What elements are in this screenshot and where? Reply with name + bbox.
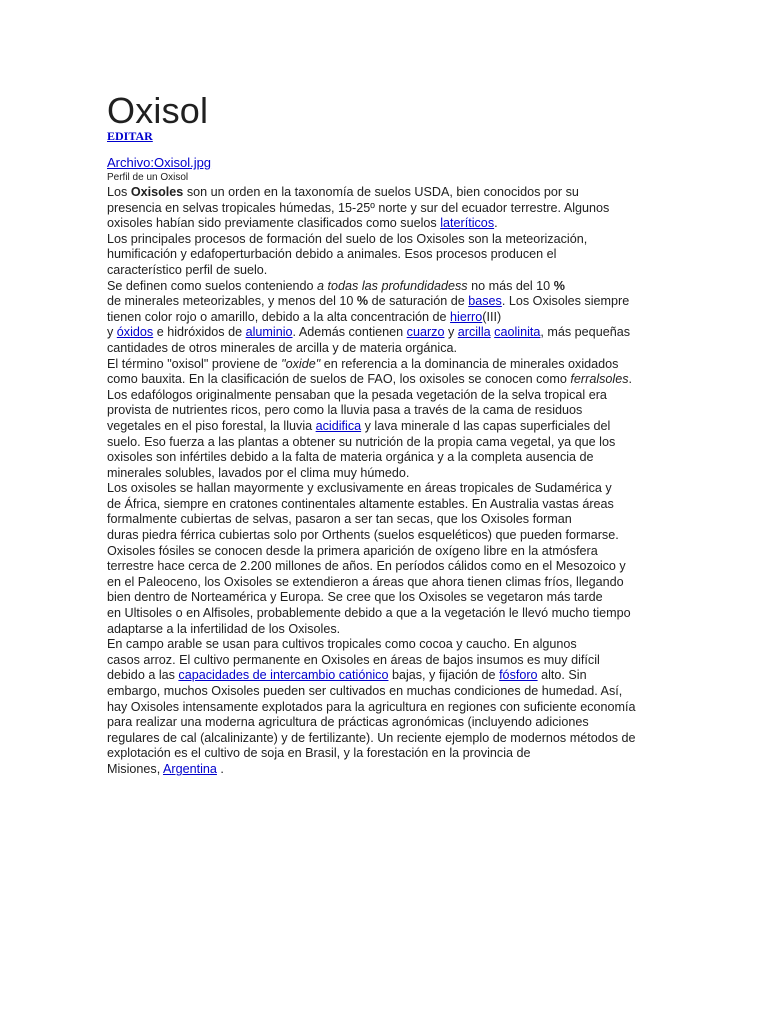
text-span: cantidades de otros minerales de arcilla y de materia orgánica. <box>107 340 458 355</box>
text-line <box>107 403 667 419</box>
text-span: minerales solubles, lavados por el clima muy húmedo. <box>107 465 410 480</box>
text-line <box>107 481 667 497</box>
text-line <box>107 232 667 248</box>
text-span: en el Paleoceno, los Oxisoles se extendieron a áreas que ahora tienen climas fríos, llegando <box>107 574 624 589</box>
text-line <box>107 637 667 653</box>
text-span: . <box>216 761 224 776</box>
text-span: vegetales en el piso forestal, la lluvia <box>107 418 316 433</box>
text-span: Misiones, <box>107 761 163 776</box>
text-line <box>107 185 667 201</box>
text-span: Se definen como suelos conteniendo <box>107 278 318 293</box>
text-line <box>107 435 667 451</box>
text-line <box>107 325 667 341</box>
text-span: , más pequeñas <box>540 325 631 340</box>
text-span: provista de nutrientes ricos, pero como la lluvia pasa a través de la cama de residuos <box>107 403 583 418</box>
text-span: duras piedra férrica cubiertas solo por Orthents (suelos esqueléticos) que pueden formarse. <box>107 528 619 543</box>
text-line <box>107 310 667 326</box>
text-line <box>107 653 667 669</box>
text-line <box>107 419 667 435</box>
text-span: en referencia a la dominancia de minerales oxidados <box>320 356 619 371</box>
text-span: Los principales procesos de formación del suelo de los Oxisoles son la meteorización, <box>107 231 588 246</box>
inline-link[interactable]: capacidades de intercambio catiónico <box>178 668 389 683</box>
text-span: e hidróxidos de <box>153 325 246 340</box>
text-span: tienen color rojo o amarillo, debido a la alta concentración de <box>107 309 451 324</box>
bold-text: % <box>553 278 565 293</box>
text-span: de saturación de <box>368 294 469 309</box>
text-line <box>107 575 667 591</box>
text-line <box>107 544 667 560</box>
text-span: en Ultisoles o en Alfisoles, probablemente debido a que a la vegetación le llevó mucho tiempo <box>107 606 631 621</box>
text-span: Los <box>107 185 131 199</box>
inline-link[interactable]: lateríticos <box>440 216 495 231</box>
text-span: Los oxisoles se hallan mayormente y exclusivamente en áreas tropicales de Sudamérica y <box>107 481 612 496</box>
text-line <box>107 279 667 295</box>
text-line <box>107 700 667 716</box>
text-span: casos arroz. El cultivo permanente en Oxisoles en áreas de bajos insumos es muy difícil <box>107 652 600 667</box>
text-span: hay Oxisoles intensamente explotados para la agricultura en regiones con suficiente economía <box>107 699 636 714</box>
inline-link[interactable]: aluminio <box>245 325 293 340</box>
text-span: regulares de cal (alcalinizante) y de fertilizante). Un reciente ejemplo de modernos métodos de <box>107 730 636 745</box>
bold-text: % <box>356 294 369 309</box>
text-line <box>107 590 667 606</box>
text-line <box>107 247 667 263</box>
page-title: Oxisol <box>107 90 209 131</box>
text-span: de minerales meteorizables, y menos del 10 <box>107 294 357 309</box>
text-line <box>107 294 667 310</box>
text-line <box>107 372 667 388</box>
bold-text: Oxisoles <box>130 185 184 199</box>
text-line <box>107 466 667 482</box>
text-line <box>107 528 667 544</box>
text-span: embargo, muchos Oxisoles pueden ser cultivados en muchas condiciones de humedad. Así, <box>107 684 623 698</box>
text-span: no más del 10 <box>467 278 554 293</box>
image-file-link[interactable]: Archivo:Oxisol.jpg <box>107 155 212 170</box>
text-line <box>107 497 667 513</box>
edit-link[interactable]: EDITAR <box>107 129 153 143</box>
inline-link[interactable]: óxidos <box>116 325 154 340</box>
image-caption: Perfil de un Oxisol <box>107 172 189 183</box>
text-span: El término "oxisol" proviene de <box>107 356 282 371</box>
text-span: y lava minerale d las capas superficiales del <box>361 418 611 433</box>
text-span: bajas, y fijación de <box>388 668 500 683</box>
text-line <box>107 216 667 232</box>
text-span: presencia en selvas tropicales húmedas, 15-25º norte y sur del ecuador terrestre. Algunos <box>107 200 610 215</box>
text-span: . <box>628 372 633 387</box>
text-span: explotación es el cultivo de soja en Brasil, y la forestación en la provincia de <box>107 746 531 761</box>
text-span: formalmente cubiertas de selvas, pasaron a ser tan secas, que los Oxisoles forman <box>107 512 572 527</box>
article-content <box>107 90 667 778</box>
text-span: Los edafólogos originalmente pensaban que la pesada vegetación de la selva tropical era <box>107 387 607 402</box>
text-span: adaptarse a la infertilidad de los Oxisoles. <box>107 621 341 636</box>
text-span: son un orden en la taxonomía de suelos USDA, bien conocidos por su <box>183 185 579 199</box>
text-line <box>107 668 667 684</box>
inline-link[interactable]: caolinita <box>494 325 541 340</box>
text-span: humificación y edafoperturbación debido a animales. Esos procesos producen el <box>107 247 557 262</box>
text-span: alto. Sin <box>537 668 587 683</box>
text-span: terrestre hace cerca de 2.200 millones de años. En períodos cálidos como en el Mesozoico y <box>107 559 626 574</box>
text-line <box>107 357 667 373</box>
text-line <box>107 388 667 404</box>
text-span: oxisoles son infértiles debido a la falta de materia orgánica y a la completa ausencia de <box>107 450 594 465</box>
text-span: . <box>494 216 498 231</box>
text-span: como bauxita. En la clasificación de suelos de FAO, los oxisoles se conocen como <box>107 372 571 387</box>
inline-link[interactable]: Argentina <box>163 761 217 776</box>
text-span: bien dentro de Norteamérica y Europa. Se cree que los Oxisoles se vegetaron más tarde <box>107 590 603 605</box>
text-span: suelo. Eso fuerza a las plantas a obtener su nutrición de la propia cama vegetal, ya que los <box>107 434 616 449</box>
text-line <box>107 684 667 700</box>
text-span: característico perfil de suelo. <box>107 262 268 277</box>
text-span: oxisoles habían sido previamente clasificados como suelos <box>107 216 441 231</box>
text-line <box>107 715 667 731</box>
text-span: En campo arable se usan para cultivos tropicales como cocoa y caucho. En algunos <box>107 637 577 652</box>
text-line <box>107 201 667 217</box>
text-span: (III) <box>482 309 502 324</box>
text-line <box>107 512 667 528</box>
text-span: debido a las <box>107 668 179 683</box>
text-span: y <box>444 325 458 340</box>
italic-text: ferralsoles <box>570 372 629 387</box>
text-span: de África, siempre en cratones continentales altamente estables. En Australia vastas áreas <box>107 496 614 511</box>
text-span: Oxisoles fósiles se conocen desde la primera aparición de oxígeno libre en la atmósfera <box>107 543 598 558</box>
text-line <box>107 559 667 575</box>
inline-link[interactable]: bases <box>468 294 502 309</box>
text-span: para realizar una moderna agricultura de prácticas agronómicas (incluyendo adiciones <box>107 715 589 730</box>
text-line <box>107 450 667 466</box>
text-line <box>107 606 667 622</box>
text-span: . Además contienen <box>292 325 407 340</box>
text-line <box>107 341 667 357</box>
text-line <box>107 746 667 762</box>
inline-link[interactable]: cuarzo <box>406 325 445 340</box>
text-line <box>107 622 667 638</box>
text-span: y <box>107 325 117 340</box>
article-body <box>107 185 667 778</box>
inline-link[interactable]: acidifica <box>315 418 362 433</box>
text-line <box>107 731 667 747</box>
text-line <box>107 762 667 778</box>
text-span: . Los Oxisoles siempre <box>501 294 630 309</box>
text-line <box>107 263 667 279</box>
italic-text: "oxide" <box>281 356 321 371</box>
italic-text: a todas las profundidadess <box>317 278 468 293</box>
inline-link[interactable]: arcilla <box>457 325 491 340</box>
inline-link[interactable]: fósforo <box>499 668 538 683</box>
inline-link[interactable]: hierro <box>450 309 483 324</box>
